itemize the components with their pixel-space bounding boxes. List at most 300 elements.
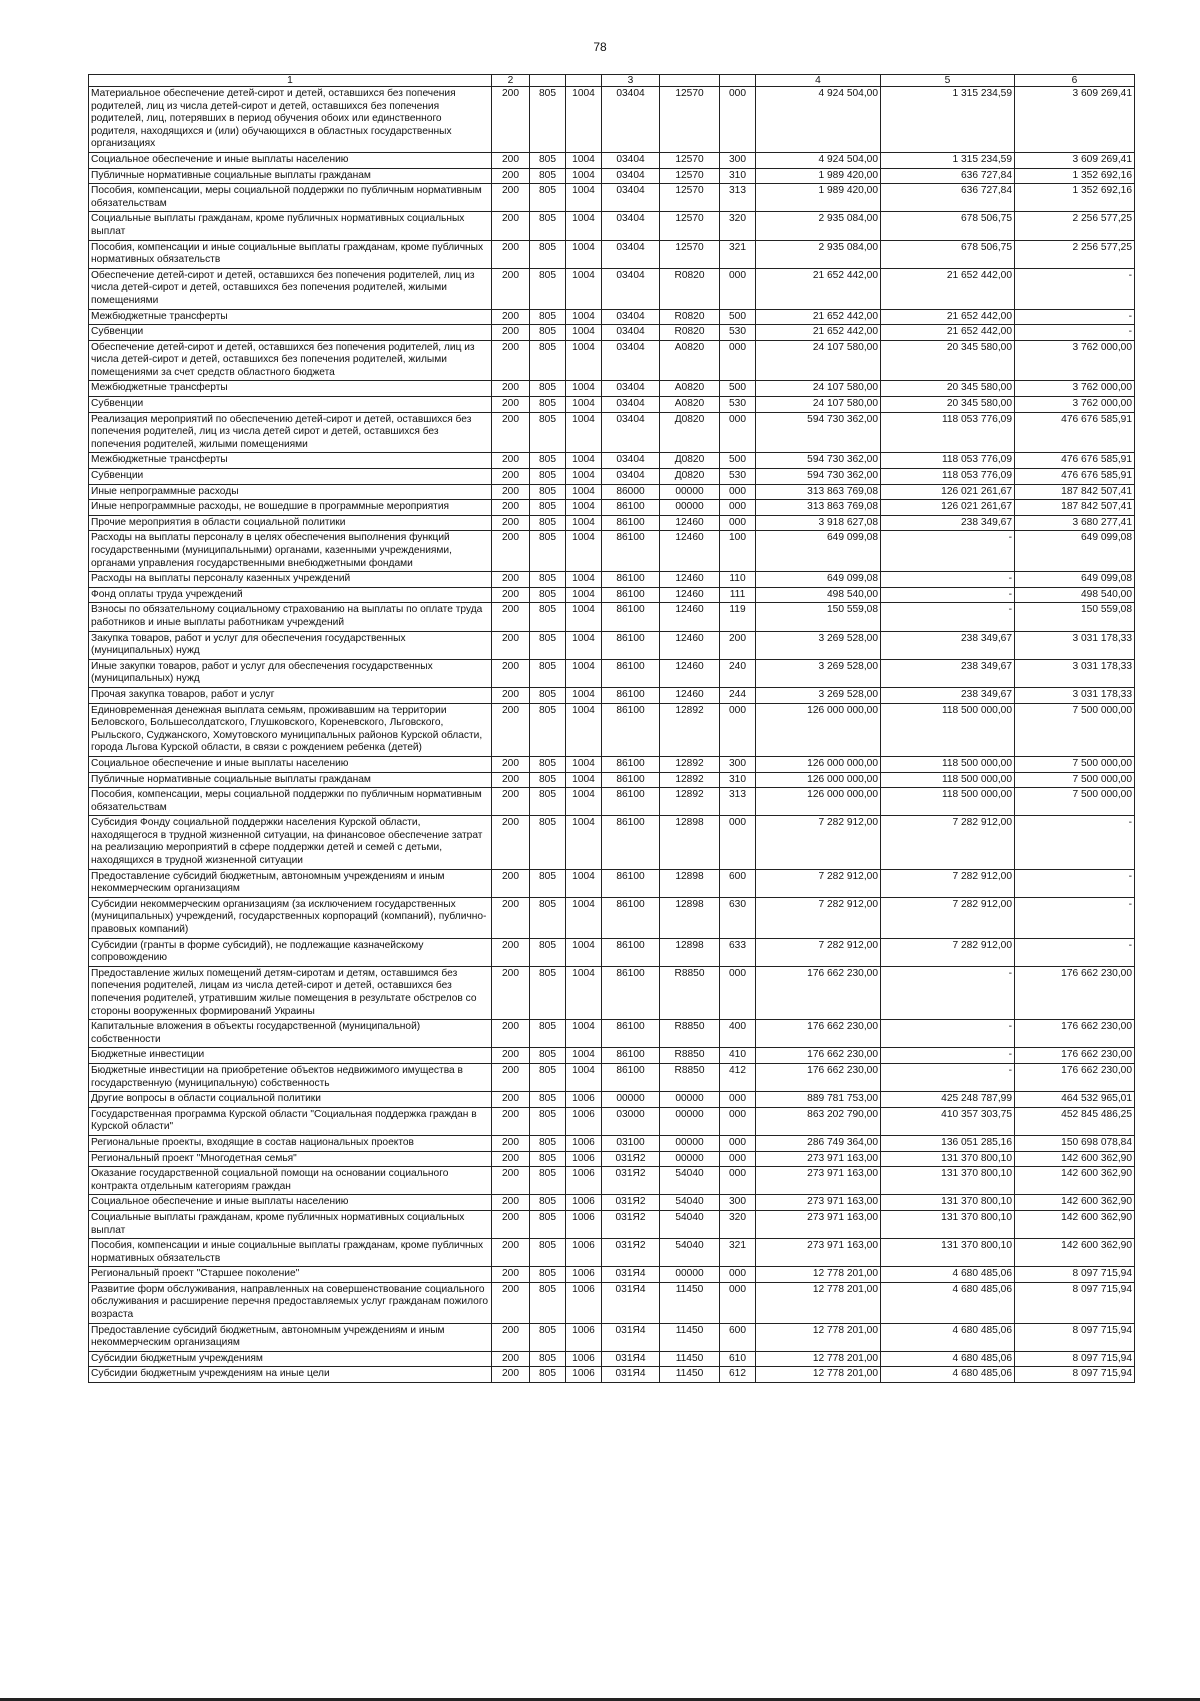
approved-amount: 4 924 504,00	[756, 152, 881, 168]
code-section: 1004	[566, 240, 602, 268]
header-col-1: 1	[89, 75, 492, 87]
code-direction: 00000	[660, 500, 720, 516]
executed-amount: -	[881, 966, 1015, 1019]
code-direction: R8850	[660, 966, 720, 1019]
code-direction: R8850	[660, 1048, 720, 1064]
code-expense-type: 500	[720, 309, 756, 325]
approved-amount: 889 781 753,00	[756, 1092, 881, 1108]
code-section: 1006	[566, 1135, 602, 1151]
executed-amount: 1 315 234,59	[881, 152, 1015, 168]
executed-amount: 21 652 442,00	[881, 325, 1015, 341]
code-direction: 12898	[660, 869, 720, 897]
code-section: 1004	[566, 897, 602, 938]
table-row	[89, 788, 1135, 816]
code-direction: 12460	[660, 531, 720, 572]
row-name: Социальное обеспечение и иные выплаты населению	[89, 756, 492, 772]
approved-amount: 3 269 528,00	[756, 631, 881, 659]
row-name: Прочие мероприятия в области социальной политики	[89, 515, 492, 531]
code-program: 86100	[602, 631, 660, 659]
code-direction: 00000	[660, 1151, 720, 1167]
table-row	[89, 1195, 1135, 1211]
header-col-5: 5	[881, 75, 1015, 87]
remaining-amount: 1 352 692,16	[1015, 184, 1135, 212]
code-section: 1004	[566, 484, 602, 500]
header-col-2: 2	[492, 75, 530, 87]
code-ministry: 200	[492, 469, 530, 485]
row-name: Расходы на выплаты персоналу в целях обеспечения выполнения функций государственными (муниципальными) органами, казенными учреждениями, органами управления государственными внебюджетными фондами	[89, 531, 492, 572]
approved-amount: 2 935 084,00	[756, 212, 881, 240]
code-expense-type: 100	[720, 531, 756, 572]
approved-amount: 126 000 000,00	[756, 772, 881, 788]
code-ministry: 200	[492, 659, 530, 687]
code-direction: 12460	[660, 515, 720, 531]
code-section: 1004	[566, 1063, 602, 1091]
code-section: 1004	[566, 381, 602, 397]
executed-amount: 131 370 800,10	[881, 1239, 1015, 1267]
code-section: 1004	[566, 397, 602, 413]
code-program: 03404	[602, 168, 660, 184]
code-grbs: 805	[530, 500, 566, 516]
code-ministry: 200	[492, 1367, 530, 1383]
code-ministry: 200	[492, 1151, 530, 1167]
code-expense-type: 600	[720, 869, 756, 897]
code-program: 03404	[602, 212, 660, 240]
code-section: 1004	[566, 687, 602, 703]
code-program: 86100	[602, 603, 660, 631]
code-grbs: 805	[530, 397, 566, 413]
remaining-amount: -	[1015, 869, 1135, 897]
code-direction: 54040	[660, 1195, 720, 1211]
code-expense-type: 000	[720, 268, 756, 309]
table-row	[89, 1367, 1135, 1383]
code-section: 1004	[566, 938, 602, 966]
code-program: 86100	[602, 515, 660, 531]
approved-amount: 594 730 362,00	[756, 412, 881, 453]
code-expense-type: 000	[720, 340, 756, 381]
code-section: 1004	[566, 325, 602, 341]
header-col-3c: 3	[602, 75, 660, 87]
header-col-3e	[720, 75, 756, 87]
executed-amount: 126 021 261,67	[881, 484, 1015, 500]
row-name: Бюджетные инвестиции	[89, 1048, 492, 1064]
code-section: 1004	[566, 756, 602, 772]
row-name: Региональный проект "Старшее поколение"	[89, 1267, 492, 1283]
code-grbs: 805	[530, 87, 566, 153]
code-direction: 12570	[660, 240, 720, 268]
executed-amount: 425 248 787,99	[881, 1092, 1015, 1108]
approved-amount: 21 652 442,00	[756, 309, 881, 325]
executed-amount: 21 652 442,00	[881, 309, 1015, 325]
executed-amount: 118 053 776,09	[881, 453, 1015, 469]
remaining-amount: 187 842 507,41	[1015, 500, 1135, 516]
remaining-amount: 476 676 585,91	[1015, 412, 1135, 453]
code-grbs: 805	[530, 184, 566, 212]
remaining-amount: 3 609 269,41	[1015, 87, 1135, 153]
executed-amount: 118 500 000,00	[881, 788, 1015, 816]
code-program: 03404	[602, 381, 660, 397]
code-ministry: 200	[492, 168, 530, 184]
approved-amount: 7 282 912,00	[756, 816, 881, 869]
code-section: 1006	[566, 1351, 602, 1367]
code-section: 1004	[566, 340, 602, 381]
remaining-amount: 142 600 362,90	[1015, 1167, 1135, 1195]
row-name: Публичные нормативные социальные выплаты гражданам	[89, 168, 492, 184]
code-direction: 12892	[660, 703, 720, 756]
code-direction: 12898	[660, 938, 720, 966]
code-direction: 12570	[660, 212, 720, 240]
row-name: Развитие форм обслуживания, направленных на совершенствование социального обслуживания и расширение перечня предоставляемых услуг гражданам пожилого возраста	[89, 1282, 492, 1323]
row-name: Обеспечение детей-сирот и детей, оставшихся без попечения родителей, лиц из числа детей-сирот и детей, оставшихся без попечения родителей, жилыми помещениями за счет средств областного бюджета	[89, 340, 492, 381]
table-row	[89, 212, 1135, 240]
code-expense-type: 300	[720, 1195, 756, 1211]
code-ministry: 200	[492, 631, 530, 659]
code-program: 86100	[602, 587, 660, 603]
code-ministry: 200	[492, 869, 530, 897]
code-expense-type: 610	[720, 1351, 756, 1367]
executed-amount: 238 349,67	[881, 631, 1015, 659]
code-grbs: 805	[530, 168, 566, 184]
approved-amount: 863 202 790,00	[756, 1107, 881, 1135]
row-name: Субвенции	[89, 397, 492, 413]
table-row	[89, 772, 1135, 788]
executed-amount: 238 349,67	[881, 515, 1015, 531]
code-expense-type: 110	[720, 572, 756, 588]
approved-amount: 7 282 912,00	[756, 897, 881, 938]
code-grbs: 805	[530, 268, 566, 309]
row-name: Реализация мероприятий по обеспечению детей-сирот и детей, оставшихся без попечения родителей, лиц из числа детей сирот и детей, оставшихся без попечения родителей, жилыми помещениями	[89, 412, 492, 453]
remaining-amount: 142 600 362,90	[1015, 1239, 1135, 1267]
row-name: Оказание государственной социальной помощи на основании социального контракта отдельным категориям граждан	[89, 1167, 492, 1195]
code-program: 86100	[602, 687, 660, 703]
code-ministry: 200	[492, 412, 530, 453]
remaining-amount: -	[1015, 897, 1135, 938]
code-program: 86100	[602, 938, 660, 966]
row-name: Взносы по обязательному социальному страхованию на выплаты по оплате труда работников и иные выплаты работникам учреждений	[89, 603, 492, 631]
code-grbs: 805	[530, 572, 566, 588]
code-grbs: 805	[530, 240, 566, 268]
code-ministry: 200	[492, 1048, 530, 1064]
code-section: 1004	[566, 152, 602, 168]
code-program: 86100	[602, 897, 660, 938]
code-ministry: 200	[492, 703, 530, 756]
code-direction: 54040	[660, 1239, 720, 1267]
row-name: Другие вопросы в области социальной политики	[89, 1092, 492, 1108]
executed-amount: 4 680 485,06	[881, 1282, 1015, 1323]
row-name: Субвенции	[89, 469, 492, 485]
code-grbs: 805	[530, 1367, 566, 1383]
executed-amount: 118 053 776,09	[881, 412, 1015, 453]
code-direction: Д0820	[660, 469, 720, 485]
code-direction: R0820	[660, 325, 720, 341]
code-ministry: 200	[492, 1323, 530, 1351]
row-name: Пособия, компенсации, меры социальной поддержки по публичным нормативным обязательствам	[89, 184, 492, 212]
code-program: 03404	[602, 184, 660, 212]
remaining-amount: -	[1015, 268, 1135, 309]
table-row	[89, 869, 1135, 897]
code-section: 1004	[566, 168, 602, 184]
executed-amount: 1 315 234,59	[881, 87, 1015, 153]
code-program: 03404	[602, 268, 660, 309]
code-program: 86100	[602, 703, 660, 756]
code-ministry: 200	[492, 184, 530, 212]
table-row	[89, 1323, 1135, 1351]
code-grbs: 805	[530, 1063, 566, 1091]
approved-amount: 150 559,08	[756, 603, 881, 631]
code-expense-type: 000	[720, 515, 756, 531]
code-section: 1006	[566, 1239, 602, 1267]
code-grbs: 805	[530, 603, 566, 631]
code-expense-type: 000	[720, 500, 756, 516]
approved-amount: 273 971 163,00	[756, 1239, 881, 1267]
code-expense-type: 630	[720, 897, 756, 938]
table-row	[89, 184, 1135, 212]
row-name: Единовременная денежная выплата семьям, проживавшим на территории Беловского, Большесолдатского, Глушковского, Кореневского, Льговского, Рыльского, Суджанского, Хомутовского муниципальных районов Курской области, города Льгова Курской области, в связи с рождением ребенка (детей)	[89, 703, 492, 756]
code-program: 86100	[602, 1048, 660, 1064]
row-name: Капитальные вложения в объекты государственной (муниципальной) собственности	[89, 1020, 492, 1048]
code-section: 1004	[566, 587, 602, 603]
code-direction: 11450	[660, 1367, 720, 1383]
executed-amount: -	[881, 1048, 1015, 1064]
row-name: Пособия, компенсации и иные социальные выплаты гражданам, кроме публичных нормативных обязательств	[89, 240, 492, 268]
executed-amount: -	[881, 603, 1015, 631]
table-row	[89, 168, 1135, 184]
code-expense-type: 000	[720, 1151, 756, 1167]
code-grbs: 805	[530, 325, 566, 341]
code-program: 031Я4	[602, 1323, 660, 1351]
table-row	[89, 1020, 1135, 1048]
code-grbs: 805	[530, 938, 566, 966]
table-row	[89, 659, 1135, 687]
executed-amount: 678 506,75	[881, 240, 1015, 268]
row-name: Публичные нормативные социальные выплаты гражданам	[89, 772, 492, 788]
row-name: Субсидии бюджетным учреждениям	[89, 1351, 492, 1367]
table-row	[89, 500, 1135, 516]
code-ministry: 200	[492, 897, 530, 938]
table-body	[89, 87, 1135, 1383]
code-section: 1004	[566, 212, 602, 240]
remaining-amount: 176 662 230,00	[1015, 966, 1135, 1019]
code-ministry: 200	[492, 87, 530, 153]
code-expense-type: 000	[720, 1092, 756, 1108]
code-section: 1004	[566, 772, 602, 788]
code-grbs: 805	[530, 453, 566, 469]
table-row	[89, 412, 1135, 453]
executed-amount: 118 500 000,00	[881, 703, 1015, 756]
executed-amount: 136 051 285,16	[881, 1135, 1015, 1151]
code-program: 031Я4	[602, 1282, 660, 1323]
code-ministry: 200	[492, 309, 530, 325]
code-ministry: 200	[492, 1239, 530, 1267]
code-ministry: 200	[492, 687, 530, 703]
code-ministry: 200	[492, 240, 530, 268]
code-ministry: 200	[492, 1351, 530, 1367]
executed-amount: 118 053 776,09	[881, 469, 1015, 485]
code-expense-type: 240	[720, 659, 756, 687]
remaining-amount: 3 680 277,41	[1015, 515, 1135, 531]
code-ministry: 200	[492, 1092, 530, 1108]
remaining-amount: 3 762 000,00	[1015, 397, 1135, 413]
code-section: 1006	[566, 1195, 602, 1211]
code-section: 1004	[566, 184, 602, 212]
remaining-amount: 142 600 362,90	[1015, 1195, 1135, 1211]
code-ministry: 200	[492, 381, 530, 397]
code-direction: 12460	[660, 603, 720, 631]
code-section: 1004	[566, 788, 602, 816]
code-direction: 00000	[660, 1107, 720, 1135]
table-row	[89, 1167, 1135, 1195]
code-direction: 12892	[660, 788, 720, 816]
executed-amount: 118 500 000,00	[881, 756, 1015, 772]
remaining-amount: -	[1015, 938, 1135, 966]
code-grbs: 805	[530, 687, 566, 703]
code-expense-type: 000	[720, 412, 756, 453]
code-program: 86100	[602, 1020, 660, 1048]
row-name: Расходы на выплаты персоналу казенных учреждений	[89, 572, 492, 588]
code-grbs: 805	[530, 1135, 566, 1151]
approved-amount: 7 282 912,00	[756, 869, 881, 897]
code-grbs: 805	[530, 1282, 566, 1323]
table-row	[89, 515, 1135, 531]
code-grbs: 805	[530, 966, 566, 1019]
remaining-amount: 476 676 585,91	[1015, 469, 1135, 485]
code-section: 1004	[566, 966, 602, 1019]
executed-amount: 678 506,75	[881, 212, 1015, 240]
code-grbs: 805	[530, 587, 566, 603]
code-ministry: 200	[492, 453, 530, 469]
table-row	[89, 531, 1135, 572]
approved-amount: 176 662 230,00	[756, 1063, 881, 1091]
table-row	[89, 453, 1135, 469]
code-program: 03404	[602, 325, 660, 341]
code-expense-type: 119	[720, 603, 756, 631]
remaining-amount: 2 256 577,25	[1015, 212, 1135, 240]
code-ministry: 200	[492, 1267, 530, 1283]
approved-amount: 3 269 528,00	[756, 687, 881, 703]
code-direction: 12570	[660, 184, 720, 212]
row-name: Закупка товаров, работ и услуг для обеспечения государственных (муниципальных) нужд	[89, 631, 492, 659]
remaining-amount: 8 097 715,94	[1015, 1367, 1135, 1383]
approved-amount: 313 863 769,08	[756, 500, 881, 516]
code-grbs: 805	[530, 1195, 566, 1211]
table-row	[89, 572, 1135, 588]
approved-amount: 649 099,08	[756, 572, 881, 588]
code-grbs: 805	[530, 1167, 566, 1195]
code-expense-type: 310	[720, 772, 756, 788]
code-section: 1004	[566, 703, 602, 756]
code-direction: 54040	[660, 1210, 720, 1238]
executed-amount: 20 345 580,00	[881, 340, 1015, 381]
code-program: 03404	[602, 87, 660, 153]
code-program: 86000	[602, 484, 660, 500]
code-ministry: 200	[492, 531, 530, 572]
code-direction: 00000	[660, 484, 720, 500]
code-ministry: 200	[492, 484, 530, 500]
code-grbs: 805	[530, 309, 566, 325]
remaining-amount: 7 500 000,00	[1015, 772, 1135, 788]
executed-amount: 7 282 912,00	[881, 869, 1015, 897]
code-grbs: 805	[530, 631, 566, 659]
approved-amount: 4 924 504,00	[756, 87, 881, 153]
executed-amount: -	[881, 1063, 1015, 1091]
code-expense-type: 600	[720, 1323, 756, 1351]
code-section: 1004	[566, 1020, 602, 1048]
row-name: Пособия, компенсации, меры социальной поддержки по публичным нормативным обязательствам	[89, 788, 492, 816]
code-program: 031Я2	[602, 1195, 660, 1211]
code-section: 1004	[566, 572, 602, 588]
code-direction: Д0820	[660, 412, 720, 453]
code-expense-type: 633	[720, 938, 756, 966]
code-expense-type: 300	[720, 152, 756, 168]
approved-amount: 313 863 769,08	[756, 484, 881, 500]
remaining-amount: 7 500 000,00	[1015, 756, 1135, 772]
code-direction: 12460	[660, 687, 720, 703]
executed-amount: 126 021 261,67	[881, 500, 1015, 516]
table-row	[89, 340, 1135, 381]
code-grbs: 805	[530, 1267, 566, 1283]
code-grbs: 805	[530, 1151, 566, 1167]
header-col-3d	[660, 75, 720, 87]
budget-table	[88, 74, 1135, 1383]
row-name: Субвенции	[89, 325, 492, 341]
code-section: 1004	[566, 531, 602, 572]
executed-amount: 410 357 303,75	[881, 1107, 1015, 1135]
remaining-amount: 3 031 178,33	[1015, 631, 1135, 659]
code-expense-type: 500	[720, 453, 756, 469]
approved-amount: 126 000 000,00	[756, 756, 881, 772]
code-grbs: 805	[530, 1020, 566, 1048]
row-name: Социальные выплаты гражданам, кроме публичных нормативных социальных выплат	[89, 1210, 492, 1238]
table-row	[89, 703, 1135, 756]
executed-amount: 131 370 800,10	[881, 1210, 1015, 1238]
remaining-amount: 3 609 269,41	[1015, 152, 1135, 168]
code-grbs: 805	[530, 1351, 566, 1367]
code-program: 86100	[602, 816, 660, 869]
executed-amount: 4 680 485,06	[881, 1323, 1015, 1351]
header-col-3a	[530, 75, 566, 87]
code-grbs: 805	[530, 897, 566, 938]
code-expense-type: 000	[720, 1107, 756, 1135]
code-grbs: 805	[530, 1210, 566, 1238]
row-name: Социальные выплаты гражданам, кроме публичных нормативных социальных выплат	[89, 212, 492, 240]
approved-amount: 24 107 580,00	[756, 381, 881, 397]
remaining-amount: 8 097 715,94	[1015, 1351, 1135, 1367]
code-section: 1004	[566, 816, 602, 869]
remaining-amount: 176 662 230,00	[1015, 1063, 1135, 1091]
code-ministry: 200	[492, 603, 530, 631]
code-section: 1006	[566, 1092, 602, 1108]
code-direction: 12892	[660, 772, 720, 788]
code-ministry: 200	[492, 938, 530, 966]
approved-amount: 12 778 201,00	[756, 1282, 881, 1323]
code-ministry: 200	[492, 788, 530, 816]
remaining-amount: 649 099,08	[1015, 531, 1135, 572]
row-name: Бюджетные инвестиции на приобретение объектов недвижимого имущества в государственную (муниципальную) собственность	[89, 1063, 492, 1091]
code-section: 1006	[566, 1323, 602, 1351]
approved-amount: 21 652 442,00	[756, 325, 881, 341]
approved-amount: 12 778 201,00	[756, 1323, 881, 1351]
code-ministry: 200	[492, 1195, 530, 1211]
row-name: Предоставление субсидий бюджетным, автономным учреждениям и иным некоммерческим организациям	[89, 1323, 492, 1351]
code-program: 03404	[602, 152, 660, 168]
code-section: 1006	[566, 1107, 602, 1135]
code-program: 031Я4	[602, 1367, 660, 1383]
code-ministry: 200	[492, 1282, 530, 1323]
remaining-amount: 464 532 965,01	[1015, 1092, 1135, 1108]
code-expense-type: 000	[720, 966, 756, 1019]
code-section: 1004	[566, 268, 602, 309]
code-expense-type: 000	[720, 816, 756, 869]
approved-amount: 594 730 362,00	[756, 453, 881, 469]
